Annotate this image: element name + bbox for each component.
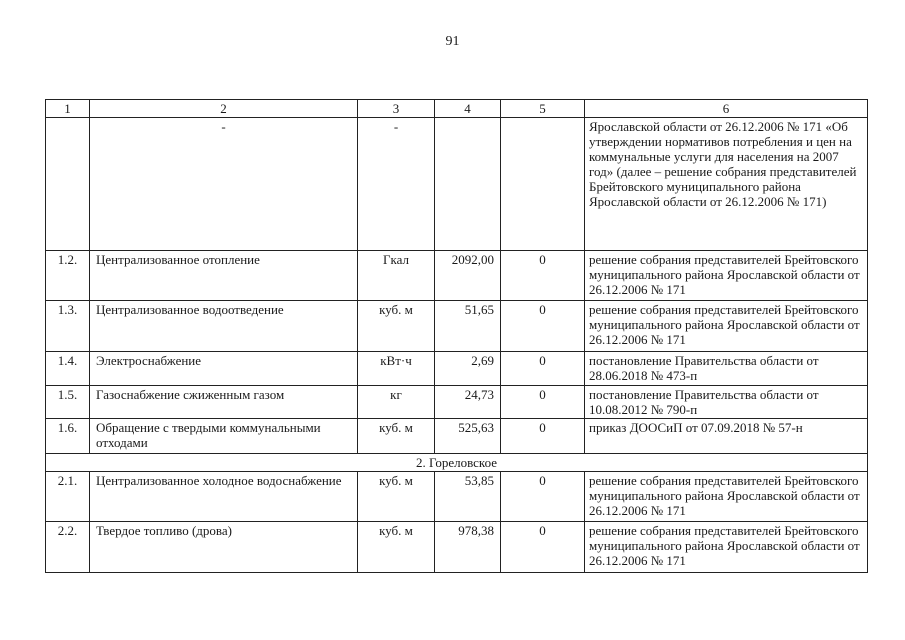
col5-cell: 0 (501, 251, 585, 301)
unit-cell: кг (358, 386, 435, 419)
value-cell: 53,85 (435, 472, 501, 522)
table-row (46, 419, 868, 454)
basis-cell: решение собрания представителей Брейтовского муниципального района Ярославской области от 26.12.2006 № 171 (585, 251, 868, 301)
row-number: 1.2. (46, 251, 90, 301)
table-cell (46, 118, 90, 251)
header-cell: 4 (435, 100, 501, 118)
value-cell: 2092,00 (435, 251, 501, 301)
unit-cell: кВт·ч (358, 352, 435, 386)
col5-cell: 0 (501, 386, 585, 419)
page-number: 91 (445, 34, 460, 49)
col5-cell: 0 (501, 352, 585, 386)
table-cell (90, 118, 358, 251)
service-name: Обращение с твердыми коммунальными отходами (90, 419, 358, 454)
basis-cell: Ярославской области от 26.12.2006 № 171 «Об утверждении нормативов потребления и цен на коммунальные услуги для населения на 2007 год» (далее – решение собрания представителей Брейтовского муниципального района Ярославской области от 26.12.2006 № 171) (585, 118, 868, 251)
header-cell: 1 (46, 100, 90, 118)
value-cell: 525,63 (435, 419, 501, 454)
continuation-row (46, 118, 868, 251)
col5-cell: 0 (501, 522, 585, 573)
col5-cell: 0 (501, 419, 585, 454)
service-name: Электроснабжение (90, 352, 358, 386)
header-cell: 6 (585, 100, 868, 118)
col5-cell: 0 (501, 472, 585, 522)
header-cell: 2 (90, 100, 358, 118)
value-cell: 51,65 (435, 301, 501, 352)
row-number: 2.1. (46, 472, 90, 522)
unit-cell: Гкал (358, 251, 435, 301)
basis-cell: приказ ДООСиП от 07.09.2018 № 57-н (585, 419, 868, 454)
table-row (46, 352, 868, 386)
table-row (46, 301, 868, 352)
basis-cell: решение собрания представителей Брейтовского муниципального района Ярославской области от 26.12.2006 № 171 (585, 522, 868, 573)
service-name: Централизованное холодное водоснабжение (90, 472, 358, 522)
table-row (46, 386, 868, 419)
service-name: Твердое топливо (дрова) (90, 522, 358, 573)
row-number: 1.6. (46, 419, 90, 454)
basis-cell: постановление Правительства области от 10.08.2012 № 790-п (585, 386, 868, 419)
header-cell: 3 (358, 100, 435, 118)
basis-cell: постановление Правительства области от 28.06.2018 № 473-п (585, 352, 868, 386)
service-name: Газоснабжение сжиженным газом (90, 386, 358, 419)
table-cell (435, 118, 501, 251)
dash-text: - (393, 119, 399, 134)
value-cell: 2,69 (435, 352, 501, 386)
row-number: 1.3. (46, 301, 90, 352)
section-row (46, 454, 868, 472)
value-cell: 978,38 (435, 522, 501, 573)
service-name: Централизованное водоотведение (90, 301, 358, 352)
header-cell: 5 (501, 100, 585, 118)
dash-text: - (221, 119, 226, 134)
basis-cell: решение собрания представителей Брейтовского муниципального района Ярославской области от 26.12.2006 № 171 (585, 301, 868, 352)
row-number: 1.4. (46, 352, 90, 386)
service-name: Централизованное отопление (90, 251, 358, 301)
col5-cell: 0 (501, 301, 585, 352)
unit-cell: куб. м (358, 419, 435, 454)
table-row (46, 251, 868, 301)
tariff-table (45, 99, 868, 573)
unit-cell: куб. м (358, 301, 435, 352)
table-row (46, 522, 868, 573)
row-number: 2.2. (46, 522, 90, 573)
table-row (46, 472, 868, 522)
value-cell: 24,73 (435, 386, 501, 419)
row-number: 1.5. (46, 386, 90, 419)
table-cell (358, 118, 435, 251)
unit-cell: куб. м (358, 472, 435, 522)
basis-cell: решение собрания представителей Брейтовского муниципального района Ярославской области от 26.12.2006 № 171 (585, 472, 868, 522)
table-cell (501, 118, 585, 251)
unit-cell: куб. м (358, 522, 435, 573)
section-title: 2. Гореловское (46, 454, 868, 472)
header-row (46, 100, 868, 118)
